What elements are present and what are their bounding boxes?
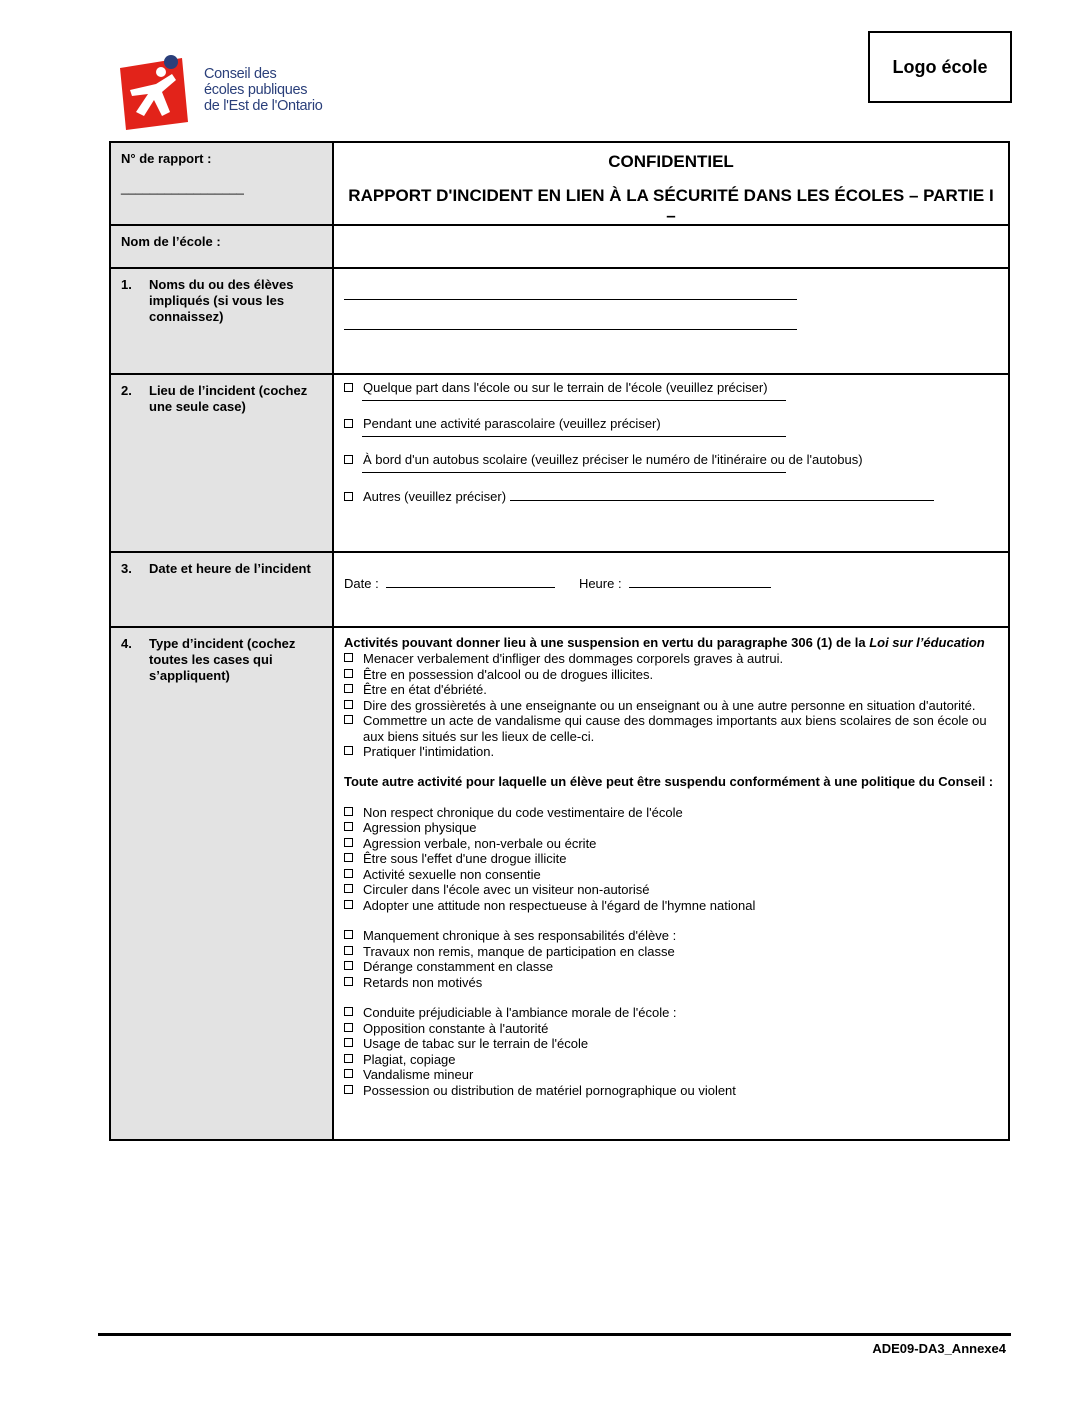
incident-type-item[interactable] <box>344 898 996 914</box>
checkbox[interactable] <box>344 684 353 693</box>
checkbox[interactable] <box>344 700 353 709</box>
checkbox[interactable] <box>344 822 353 831</box>
section-3-row <box>111 553 1008 628</box>
incident-type-item[interactable] <box>344 882 996 898</box>
incident-type-item[interactable] <box>344 1005 996 1021</box>
section-number: 3. <box>121 561 132 576</box>
incident-type-item[interactable] <box>344 928 996 944</box>
date-label: Date : <box>344 576 379 591</box>
incident-type-item[interactable] <box>344 805 996 821</box>
incident-type-label: Pratiquer l'intimidation. <box>363 744 495 759</box>
section-number: 1. <box>121 277 132 292</box>
time-field[interactable] <box>629 575 771 588</box>
incident-type-label: Dérange constamment en classe <box>363 959 554 974</box>
document-code: ADE09-DA3_Annexe4 <box>872 1341 1006 1356</box>
incident-type-label: Commettre un acte de vandalisme qui cause des dommages importants aux biens scolaires de son école ou aux biens situés sur les lieux de celle-ci. <box>363 713 987 744</box>
incident-type-item[interactable] <box>344 744 996 760</box>
checkbox[interactable] <box>344 669 353 678</box>
incident-type-item[interactable] <box>344 1083 996 1099</box>
checkbox[interactable] <box>344 746 353 755</box>
incident-type-label: Être en possession d'alcool ou de drogues illicites. <box>363 666 654 682</box>
incident-type-item[interactable] <box>344 1021 996 1037</box>
student-name-line-1[interactable] <box>344 299 797 300</box>
incident-type-label: Menacer verbalement d'infliger des dommages corporels graves à autrui. <box>363 651 784 666</box>
location-options-cell <box>334 375 1008 551</box>
section-4-label: Type d’incident (cochez toutes les cases qui s’appliquent) <box>149 636 296 683</box>
page-title: RAPPORT D'INCIDENT EN LIEN À LA SÉCURITÉ DANS LES ÉCOLES – PARTIE I – <box>348 186 994 225</box>
incident-type-label: Manquement chronique à ses responsabilités d'élève : <box>363 928 677 943</box>
checkbox[interactable] <box>344 715 353 724</box>
incident-type-label: Plagiat, copiage <box>363 1051 456 1067</box>
incident-type-item[interactable] <box>344 651 996 667</box>
incident-report-form <box>109 141 1010 1141</box>
section-number: 4. <box>121 636 132 651</box>
checkbox[interactable] <box>344 383 353 392</box>
incident-type-label: Circuler dans l'école avec un visiteur non-autorisé <box>363 882 650 897</box>
checkbox[interactable] <box>344 961 353 970</box>
incident-type-item[interactable] <box>344 944 996 960</box>
form-header-row <box>111 143 1008 226</box>
incident-type-item[interactable] <box>344 1036 996 1052</box>
report-number-cell <box>111 143 334 224</box>
incident-group-1 <box>344 651 996 760</box>
precision-line[interactable] <box>362 472 786 473</box>
precision-line[interactable] <box>362 400 786 401</box>
checkbox[interactable] <box>344 869 353 878</box>
incident-type-label: Vandalisme mineur <box>363 1067 474 1082</box>
checkbox[interactable] <box>344 838 353 847</box>
section-2-label: Lieu de l’incident (cochez une seule case) <box>149 383 308 414</box>
school-name-label: Nom de l’école : <box>121 234 221 249</box>
school-name-label-cell <box>111 226 334 267</box>
checkbox[interactable] <box>344 853 353 862</box>
location-option-label: Pendant une activité parascolaire (veuillez préciser) <box>363 416 661 431</box>
precision-line[interactable] <box>362 436 786 437</box>
board-logo-line: de l'Est de l'Ontario <box>204 98 323 114</box>
incident-type-item[interactable] <box>344 698 996 714</box>
board-logo-mark <box>116 50 198 132</box>
incident-type-item[interactable] <box>344 667 996 683</box>
section-number: 2. <box>121 383 132 398</box>
incident-type-label: Usage de tabac sur le terrain de l'école <box>363 1036 589 1051</box>
incident-type-label: Activité sexuelle non consentie <box>363 866 541 882</box>
location-option-label: Quelque part dans l'école ou sur le terrain de l'école (veuillez préciser) <box>363 380 768 395</box>
incident-type-label: Possession ou distribution de matériel pornographique ou violent <box>363 1082 736 1098</box>
board-logo-text <box>204 66 323 114</box>
board-policy-heading: Toute autre activité pour laquelle un élève peut être suspendu conformément à une politique du Conseil : <box>344 773 994 789</box>
date-field[interactable] <box>386 575 555 588</box>
suspension-heading <box>344 635 996 651</box>
section-4-label-cell <box>111 628 334 1139</box>
location-option[interactable] <box>344 488 998 504</box>
section-2-label-cell <box>111 375 334 551</box>
incident-type-item[interactable] <box>344 682 996 698</box>
incident-group-2 <box>344 805 996 914</box>
section-3-label: Date et heure de l’incident <box>149 561 311 576</box>
school-logo-placeholder <box>868 31 1012 103</box>
location-option[interactable] <box>344 380 998 395</box>
school-name-field[interactable] <box>334 226 1008 267</box>
checkbox[interactable] <box>344 1038 353 1047</box>
incident-type-label: Agression physique <box>363 820 477 835</box>
incident-type-label: Opposition constante à l'autorité <box>363 1020 549 1036</box>
checkbox[interactable] <box>344 977 353 986</box>
school-name-row <box>111 226 1008 269</box>
checkbox[interactable] <box>344 419 353 428</box>
location-option-label: À bord d'un autobus scolaire (veuillez préciser le numéro de l'itinéraire ou de l'autobus) <box>363 452 863 467</box>
location-option-label: Autres (veuillez préciser) <box>363 489 507 504</box>
incident-type-label: Agression verbale, non-verbale ou écrite <box>363 835 597 851</box>
incident-types-cell <box>334 628 1008 1139</box>
checkbox[interactable] <box>344 653 353 662</box>
incident-type-label: Non respect chronique du code vestimentaire de l'école <box>363 804 683 820</box>
report-number-field[interactable]: _________________ <box>121 180 244 195</box>
incident-type-label: Conduite préjudiciable à l'ambiance morale de l'école : <box>363 1005 677 1020</box>
checkbox[interactable] <box>344 1023 353 1032</box>
checkbox[interactable] <box>344 1007 353 1016</box>
board-logo-line: écoles publiques <box>204 82 308 98</box>
checkbox[interactable] <box>344 455 353 464</box>
incident-group-3 <box>344 928 996 990</box>
time-label: Heure : <box>578 576 622 591</box>
checkbox[interactable] <box>344 900 353 909</box>
student-names-cell <box>334 269 1008 373</box>
section-1-label-cell <box>111 269 334 373</box>
suspension-heading-text: Activités pouvant donner lieu à une suspension en vertu du paragraphe 306 (1) de la <box>344 635 870 650</box>
checkbox[interactable] <box>344 1054 353 1063</box>
incident-type-label: Dire des grossièretés à une enseignante ou un enseignant ou à une autre personne en situation d'autorité. <box>363 697 976 713</box>
footer-rule <box>98 1333 1011 1336</box>
incident-type-item[interactable] <box>344 820 996 836</box>
incident-type-label: Retards non motivés <box>363 974 483 990</box>
incident-type-item[interactable] <box>344 975 996 991</box>
incident-type-label: Être sous l'effet d'une drogue illicite <box>363 851 567 866</box>
report-number-label: N° de rapport : <box>121 151 212 166</box>
title-cell <box>334 143 1008 224</box>
incident-type-item[interactable] <box>344 713 996 744</box>
checkbox[interactable] <box>344 1069 353 1078</box>
checkbox[interactable] <box>344 884 353 893</box>
incident-type-item[interactable] <box>344 1067 996 1083</box>
incident-type-item[interactable] <box>344 959 996 975</box>
section-2-row <box>111 375 1008 553</box>
date-time-cell <box>334 553 1008 626</box>
precision-line[interactable] <box>510 488 934 501</box>
suspension-heading-law: Loi sur l’éducation <box>869 635 985 650</box>
location-option[interactable] <box>344 452 998 467</box>
checkbox[interactable] <box>344 930 353 939</box>
location-option[interactable] <box>344 416 998 431</box>
checkbox[interactable] <box>344 807 353 816</box>
incident-group-4 <box>344 1005 996 1098</box>
board-logo <box>116 50 326 132</box>
section-1-row <box>111 269 1008 375</box>
section-1-label: Noms du ou des élèves impliqués (si vous les connaissez) <box>149 277 294 324</box>
checkbox[interactable] <box>344 946 353 955</box>
confidential-label: CONFIDENTIEL <box>608 152 734 171</box>
section-3-label-cell <box>111 553 334 626</box>
incident-type-item[interactable] <box>344 851 996 867</box>
school-logo-label: Logo école <box>892 56 988 77</box>
board-logo-line: Conseil des <box>204 66 277 82</box>
checkbox[interactable] <box>344 492 353 501</box>
student-name-line-2[interactable] <box>344 329 797 330</box>
checkbox[interactable] <box>344 1085 353 1094</box>
incident-type-item[interactable] <box>344 867 996 883</box>
incident-type-item[interactable] <box>344 836 996 852</box>
incident-type-label: Travaux non remis, manque de participation en classe <box>363 943 675 959</box>
incident-type-label: Être en état d'ébriété. <box>363 682 487 697</box>
section-4-row <box>111 628 1008 1139</box>
incident-type-label: Adopter une attitude non respectueuse à l'égard de l'hymne national <box>363 897 756 913</box>
incident-type-item[interactable] <box>344 1052 996 1068</box>
